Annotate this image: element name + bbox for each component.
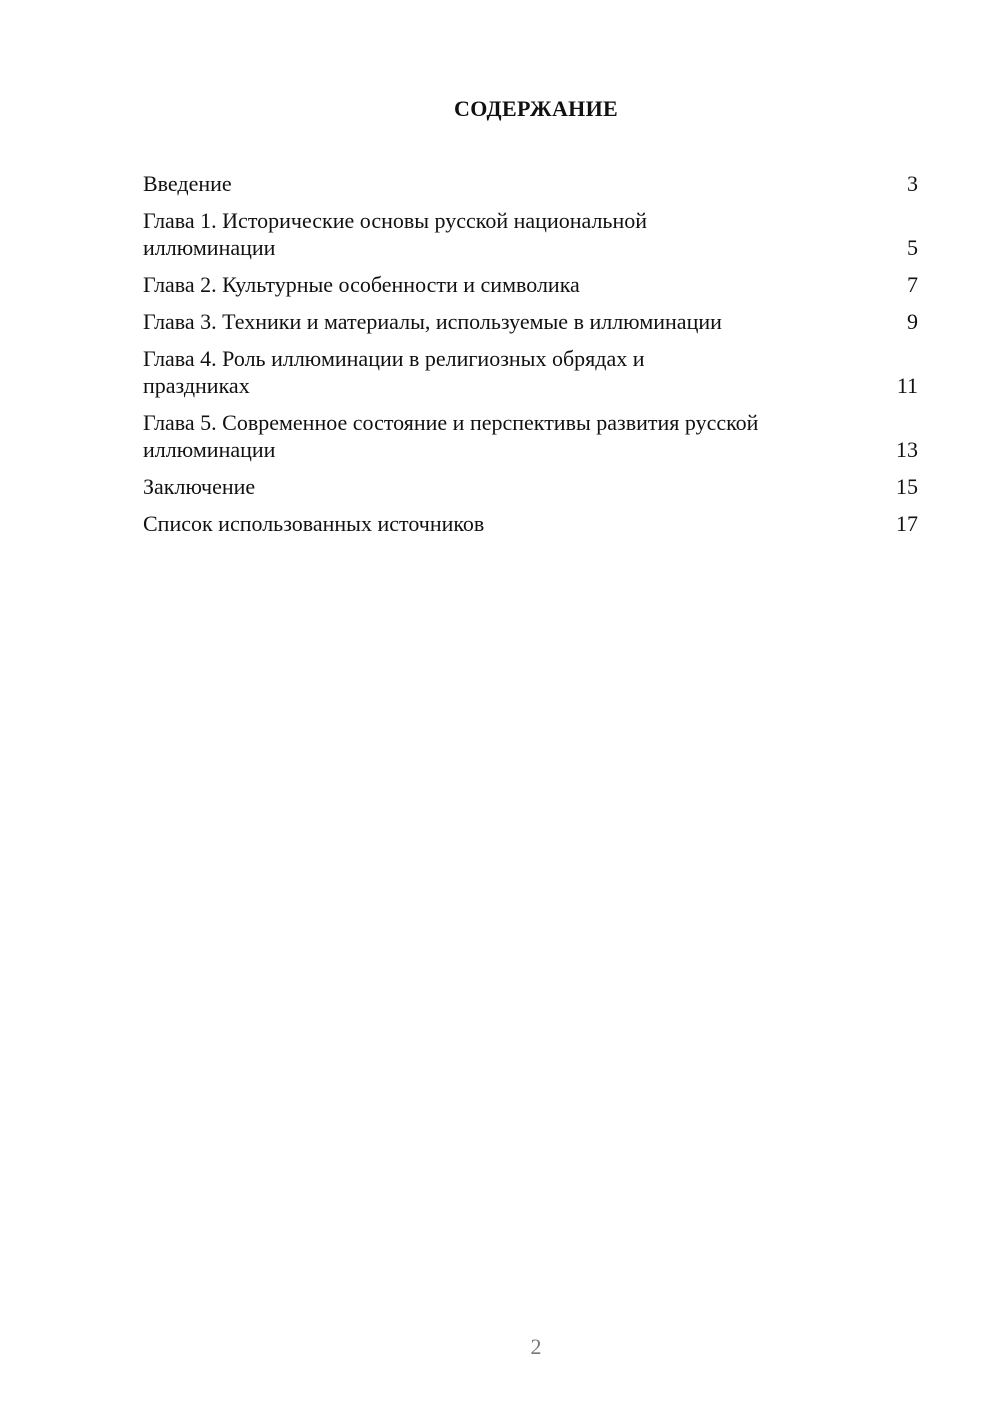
toc-entry-text: Список использованных источников [143, 511, 485, 536]
toc-entry-page: 9 [907, 309, 918, 334]
toc-entry-introduction [143, 170, 918, 197]
toc-entry-conclusion [143, 473, 918, 500]
toc-entry-page: 17 [896, 511, 918, 536]
toc-entry-text: Глава 5. Современное состояние и перспективы развития русской иллюминации [143, 410, 759, 462]
toc-entry-page: 15 [896, 474, 918, 499]
toc-entry-text: Глава 1. Исторические основы русской национальной иллюминации [143, 208, 648, 260]
toc-entry-text: Глава 4. Роль иллюминации в религиозных обрядах и праздниках [143, 346, 645, 398]
toc-entry-page: 7 [907, 272, 918, 297]
toc-entry-page: 5 [907, 235, 918, 260]
toc-entry-chapter-5 [143, 409, 918, 463]
toc-entry-page: 11 [896, 373, 918, 398]
toc-entry-page: 3 [907, 171, 918, 196]
toc-entry-chapter-2 [143, 271, 918, 298]
toc-entry-chapter-1 [143, 207, 918, 261]
toc-entry-page: 13 [896, 437, 918, 462]
toc-entry-references [143, 510, 918, 537]
toc-entry-text: Глава 2. Культурные особенности и символика [143, 272, 580, 297]
page-title: СОДЕРЖАНИЕ [454, 96, 618, 121]
toc-entry-text: Введение [143, 171, 232, 196]
toc-entry-text: Заключение [143, 474, 256, 499]
page-number: 2 [530, 1334, 542, 1359]
toc-entry-text: Глава 3. Техники и материалы, используемые в иллюминации [143, 309, 722, 334]
toc-entry-chapter-4 [143, 345, 918, 399]
toc-entry-chapter-3 [143, 308, 918, 335]
table-of-contents [143, 170, 918, 547]
